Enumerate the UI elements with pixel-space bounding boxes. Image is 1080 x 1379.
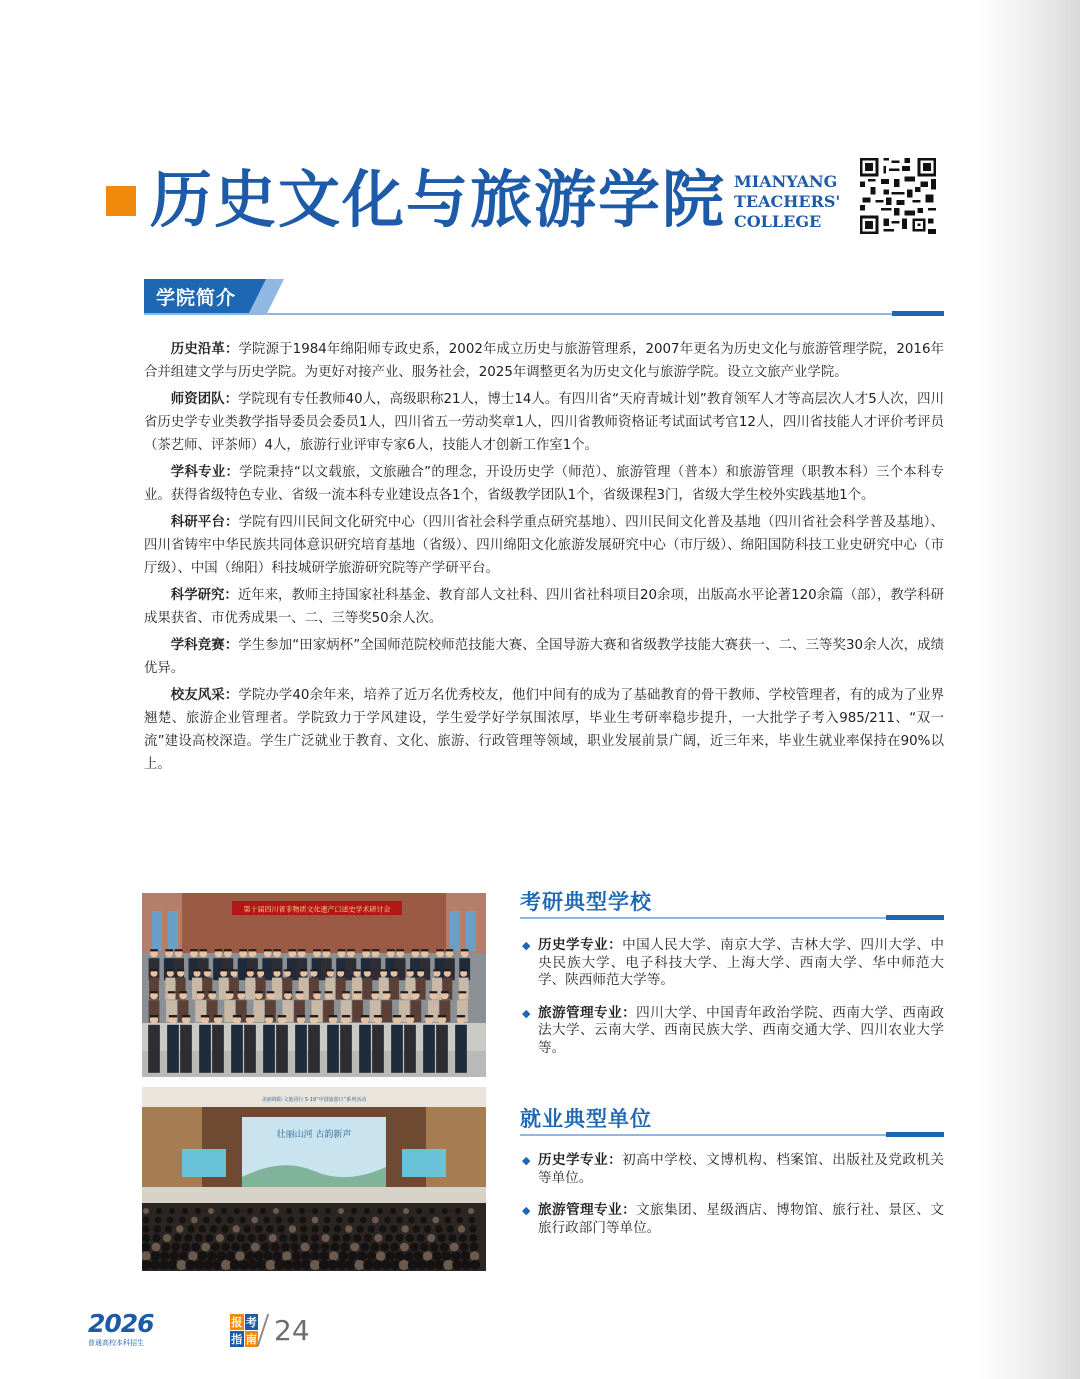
- item-text: 中国人民大学、南京大学、吉林大学、四川大学、中央民族大学、电子科技大学、上海大学、西南大学、华中师范大学、陕西师范大学等。: [538, 937, 945, 988]
- item-lead: 旅游管理专业：: [538, 1202, 637, 1218]
- item-text: 文旅集团、星级酒店、博物馆、旅行社、景区、文旅行政部门等单位。: [538, 1202, 945, 1236]
- diamond-bullet-icon: ◆: [522, 1154, 531, 1167]
- badge-char: 考: [245, 1316, 257, 1329]
- item-lead: 历史学专业：: [538, 937, 623, 953]
- footer-divider: [257, 1314, 269, 1346]
- stage-banner-2: 美丽绵阳·文旅同行 5·19“中国旅游日”系列活动: [261, 1097, 367, 1103]
- footer-year: 2026: [88, 1309, 154, 1338]
- grad-schools-title: 考研典型学校: [520, 890, 652, 914]
- guide-badge: [230, 1314, 258, 1344]
- paragraph-body: 学生参加“田家炳杯”全国师范院校师范技能大赛、全国导游大赛和省级教学技能大赛获一、二、三等奖30余人次，成绩优异。: [144, 638, 944, 676]
- paragraph-body: 学院办学40余年来，培养了近万名优秀校友，他们中间有的成为了基础教育的骨干教师、学校管理者，有的成为了业界翘楚、旅游企业管理者。学院致力于学风建设，学生爱学好学氛围浓厚，毕业生考研率稳步提升，一大批学子考入985/211、“双一流”建设高校深造。学生广泛就业于教育、文化、旅游、行政管理等领域，职业发展前景广阔，近三年来，毕业生就业率保持在90%以上。: [144, 688, 944, 772]
- diamond-bullet-icon: ◆: [522, 1204, 531, 1217]
- paragraph-lead: 学科竞赛：: [170, 638, 239, 653]
- employers-list: [522, 1152, 944, 1252]
- paragraph-body: 学院现有专任教师40人，高级职称21人，博士14人。有四川省“天府青城计划”教育领军人才等高层次人才5人次，四川省历史学专业类教学指导委员会委员1人，四川省五一劳动奖章1人，四川省教师资格证考试面试考官12人，四川省技能人才评价考评员（茶艺师、评茶师）4人，旅游行业评审专家6人，技能人才创新工作室1个。: [144, 392, 944, 453]
- grad-schools-rule-accent: [886, 915, 944, 920]
- college-en-line-3: COLLEGE: [734, 212, 822, 231]
- section-rule-accent: [892, 311, 944, 316]
- paragraph-lead: 校友风采：: [170, 688, 239, 703]
- list-item: [522, 1005, 944, 1058]
- paragraph-research-platforms: [144, 511, 944, 580]
- page-title: 历史文化与旅游学院: [150, 163, 727, 236]
- paragraph-competitions: [144, 634, 944, 680]
- banner-text: 第十届四川省非物质文化遗产口述史学术研讨会: [243, 905, 391, 914]
- employers-rule-accent: [886, 1132, 944, 1137]
- paragraph-lead: 师资团队：: [170, 392, 239, 407]
- paragraph-lead: 科研平台：: [170, 515, 239, 530]
- college-en-line-1: MIANYANG: [734, 172, 838, 191]
- badge-char: 指: [231, 1333, 243, 1346]
- grad-schools-list: [522, 937, 944, 1072]
- list-item: [522, 1202, 944, 1237]
- employers-header: [520, 1103, 944, 1137]
- grad-schools-header: [520, 886, 944, 920]
- paragraph-majors: [144, 461, 944, 507]
- employers-title: 就业典型单位: [520, 1107, 652, 1131]
- intro-text: [144, 338, 944, 780]
- section-label: 学院简介: [156, 287, 237, 309]
- paragraph-alumni: [144, 684, 944, 776]
- paragraph-body: 学院源于1984年绵阳师专政史系，2002年成立历史与旅游管理系，2007年更名为历史文化与旅游管理学院，2016年合并组建文学与历史学院。为更好对接产业、服务社会，2025年调整更名为历史文化与旅游学院。设立文旅产业学院。: [144, 342, 945, 380]
- paragraph-faculty: [144, 388, 944, 457]
- qr-code-icon[interactable]: [860, 158, 936, 234]
- paragraph-history: [144, 338, 944, 384]
- stage-banner-1: 壮丽山河 古韵新声: [276, 1130, 352, 1140]
- group-photo: [142, 893, 486, 1077]
- diamond-bullet-icon: ◆: [522, 1006, 531, 1020]
- item-text: 四川大学、中国青年政治学院、西南大学、西南政法大学、云南大学、西南民族大学、西南交通大学、四川农业大学等。: [538, 1004, 945, 1056]
- paragraph-lead: 科学研究：: [170, 588, 238, 603]
- list-item: [522, 1152, 944, 1187]
- item-lead: 旅游管理专业：: [538, 1004, 637, 1021]
- paragraph-body: 学院秉持“以文载旅，文旅融合”的理念，开设历史学（师范）、旅游管理（普本）和旅游管理（职教本科）三个本科专业。获得省级特色专业、省级一流本科专业建设点各1个，省级教学团队1个，省级课程3门，省级大学生校外实践基地1个。: [144, 465, 945, 503]
- item-text: 初高中学校、文博机构、档案馆、出版社及党政机关等单位。: [538, 1152, 945, 1186]
- page-number: 24: [274, 1314, 310, 1347]
- grad-schools-rule: [520, 917, 944, 919]
- section-rule: [144, 313, 944, 315]
- paragraph-body: 学院有四川民间文化研究中心（四川省社会科学重点研究基地）、四川民间文化普及基地（四川省社会科学普及基地）、四川省铸牢中华民族共同体意识研究培育基地（省级）、四川绵阳文化旅游发展研究中心（市厅级）、绵阳国防科技工业史研究中心（市厅级）、中国（绵阳）科技城研学旅游研究院等产学研平台。: [144, 515, 944, 576]
- auditorium-photo: [142, 1087, 486, 1271]
- page-edge-shadow: [976, 0, 1080, 1379]
- page-footer: [88, 1309, 310, 1356]
- paragraph-body: 近年来，教师主持国家社科基金、教育部人文社科、四川省社科项目20余项，出版高水平论著120余篇（部），教学科研成果获省、市优秀成果一、二、三等奖50余人次。: [144, 588, 944, 626]
- paragraph-lead: 学科专业：: [170, 465, 240, 480]
- item-lead: 历史学专业：: [538, 1152, 623, 1168]
- paragraph-research: [144, 584, 944, 630]
- badge-char: 报: [231, 1316, 243, 1329]
- diamond-bullet-icon: ◆: [522, 939, 531, 952]
- list-item: [522, 937, 944, 990]
- footer-subtitle: 普通高校本科招生: [88, 1339, 144, 1347]
- college-english-name: [734, 172, 840, 232]
- employers-rule: [520, 1134, 944, 1136]
- title-accent-square: [106, 186, 136, 216]
- college-en-line-2: TEACHERS': [734, 192, 841, 211]
- intro-section-header: [144, 279, 944, 319]
- badge-char: 南: [245, 1333, 257, 1346]
- paragraph-lead: 历史沿革：: [170, 342, 239, 357]
